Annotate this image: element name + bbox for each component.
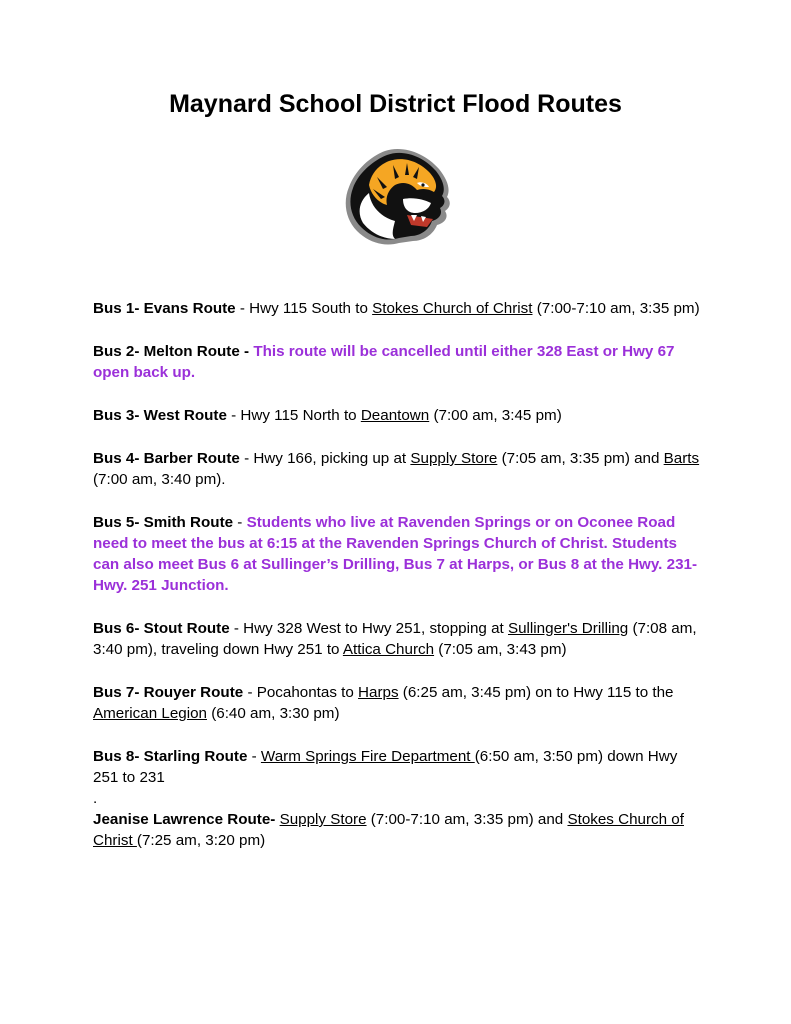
route-jeanise-lawrence [93, 809, 703, 851]
page-title: Maynard School District Flood Routes [169, 90, 622, 118]
route-times: (6:25 am, 3:45 pm) on to Hwy 115 to the [398, 684, 674, 701]
route-name: Bus 7- Rouyer Route [93, 684, 244, 701]
route-text: - Hwy 115 North to [226, 407, 361, 424]
route-times: (6:40 am, 3:30 pm) [206, 705, 340, 722]
route-text: - Hwy 115 South to [235, 300, 373, 317]
route-text: - [233, 514, 247, 531]
stop-link[interactable]: Stokes Church of Christ [93, 811, 684, 849]
route-times: (7:00 am, 3:45 pm) [429, 407, 562, 424]
route-text: - Hwy 328 West to Hwy 251, stopping at [229, 620, 508, 637]
route-notice: This route will be cancelled until either 328 East or Hwy 67 open back up. [93, 343, 675, 381]
route-bus-6 [93, 618, 703, 660]
route-bus-4 [93, 448, 703, 490]
route-name: Bus 5- Smith Route [93, 514, 234, 531]
stop-link[interactable]: Supply Store [279, 811, 367, 828]
route-notice: Students who live at Ravenden Springs or on Oconee Road need to meet the bus at 6:15 at the Ravenden Springs Church of Christ. Students can also meet Bus 6 at Sullinger’s Drilling, Bus 7 at Harps, or Bus 8 at the Hwy. 231- Hwy. 251 Junction. [93, 514, 698, 594]
route-name: Bus 1- Evans Route [93, 300, 236, 317]
route-bus-5 [93, 512, 703, 596]
stop-link[interactable]: Supply Store [410, 450, 498, 467]
route-bus-2 [93, 341, 703, 383]
route-list [93, 298, 703, 873]
route-name: Bus 8- Starling Route [93, 748, 248, 765]
route-name: Jeanise Lawrence Route- [93, 811, 276, 828]
route-times: (7:00 am, 3:40 pm). [93, 471, 226, 488]
route-text: - Pocahontas to [243, 684, 359, 701]
stop-link[interactable]: Sullinger's Drilling [507, 620, 629, 637]
route-times: (7:05 am, 3:35 pm) and [497, 450, 664, 467]
route-times: (7:00-7:10 am, 3:35 pm) and [366, 811, 568, 828]
route-times: (7:25 am, 3:20 pm) [136, 832, 266, 849]
stop-link[interactable]: Deantown [360, 407, 430, 424]
route-name: Bus 3- West Route [93, 407, 227, 424]
stop-link[interactable]: American Legion [93, 705, 207, 722]
route-text: - [239, 343, 254, 360]
separator-dot: . [93, 790, 98, 807]
stop-link[interactable]: Barts [663, 450, 700, 467]
route-bus-7 [93, 682, 703, 724]
tiger-mascot-icon [333, 143, 463, 261]
route-times: (7:08 am, 3:40 pm), traveling down Hwy 251 to [93, 620, 697, 658]
stop-link[interactable]: Stokes Church of Christ [372, 300, 533, 317]
route-times: (6:50 am, 3:50 pm) down Hwy 251 to 231 [93, 748, 678, 786]
route-text: - Hwy 166, picking up at [239, 450, 411, 467]
route-text: - [247, 748, 261, 765]
route-bus-3 [93, 405, 703, 426]
route-name: Bus 6- Stout Route [93, 620, 230, 637]
route-name: Bus 2- Melton Route [93, 343, 240, 360]
stop-link[interactable]: Attica Church [342, 641, 435, 658]
route-name: Bus 4- Barber Route [93, 450, 240, 467]
stop-link[interactable]: Warm Springs Fire Department [260, 748, 475, 765]
route-times: (7:05 am, 3:43 pm) [434, 641, 567, 658]
route-times: (7:00-7:10 am, 3:35 pm) [532, 300, 700, 317]
route-bus-8 [93, 746, 703, 788]
stop-link[interactable]: Harps [358, 684, 399, 701]
route-bus-1 [93, 298, 703, 319]
